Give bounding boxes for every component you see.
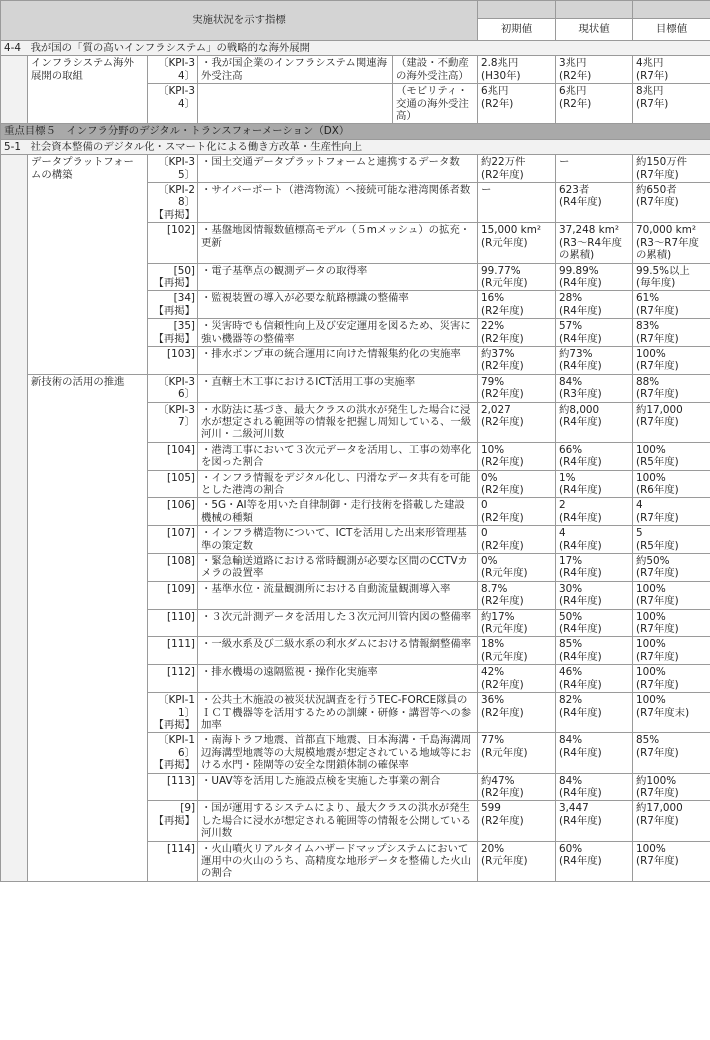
current-value: 約8,000 (R4年度) bbox=[556, 402, 633, 442]
initial-value: 0 (R2年度) bbox=[478, 498, 556, 526]
indicator-cell: ・一級水系及び二級水系の利水ダムにおける情報網整備率 bbox=[198, 637, 478, 665]
kpi-id: [108] bbox=[148, 554, 198, 582]
kpi-id: [106] bbox=[148, 498, 198, 526]
indicator-cell: ・水防法に基づき、最大クラスの洪水が発生した場合に浸水が想定される範囲等の情報を把握し周知している、一級河川・二級河川数 bbox=[198, 402, 478, 442]
target-value: 100% (R7年度) bbox=[633, 346, 710, 374]
initial-value: 6兆円 (R2年) bbox=[478, 84, 556, 124]
kpi-id: 〔KPI-11〕 【再掲】 bbox=[148, 693, 198, 733]
indicator-cell: ・災害時でも信頼性向上及び安定運用を図るため、災害に強い機器等の整備率 bbox=[198, 319, 478, 347]
indicator-text bbox=[198, 84, 392, 123]
kpi-id: 〔KPI-36〕 bbox=[148, 374, 198, 402]
target-value: 100% (R7年度末) bbox=[633, 693, 710, 733]
indicator-cell: ・サイバーポート（港湾物流）へ接続可能な港湾関係者数 bbox=[198, 183, 478, 223]
indicator-cell: ・インフラ構造物について、ICTを活用した出来形管理基準の策定数 bbox=[198, 526, 478, 554]
target-value: 100% (R5年度) bbox=[633, 442, 710, 470]
current-value: 4 (R4年度) bbox=[556, 526, 633, 554]
goal-5-row bbox=[1, 124, 710, 139]
target-value: 約150万件 (R7年度) bbox=[633, 155, 710, 183]
indicator-cell: ・電子基準点の観測データの取得率 bbox=[198, 263, 478, 291]
table-row bbox=[1, 374, 710, 402]
target-value: 約17,000 (R7年度) bbox=[633, 801, 710, 841]
header-indicator: 実施状況を示す指標 bbox=[1, 1, 478, 41]
section-number: 4-4 bbox=[1, 41, 28, 56]
indicator-subtext: （建設・不動産の海外受注高） bbox=[392, 56, 477, 83]
section-title: 我が国の「質の高いインフラシステム」の戦略的な海外展開 bbox=[28, 41, 710, 56]
initial-value: 22% (R2年度) bbox=[478, 319, 556, 347]
initial-value: 2.8兆円 (H30年) bbox=[478, 56, 556, 84]
target-value: 4兆円 (R7年) bbox=[633, 56, 710, 84]
indicator-subtext: （モビリティ・交通の海外受注高） bbox=[392, 84, 477, 123]
initial-value: 10% (R2年度) bbox=[478, 442, 556, 470]
section-5-1 bbox=[1, 139, 710, 154]
indicator-cell: ・監視装置の導入が必要な航路標識の整備率 bbox=[198, 291, 478, 319]
initial-value: 20% (R元年度) bbox=[478, 841, 556, 881]
initial-value: 36% (R2年度) bbox=[478, 693, 556, 733]
current-value: 57% (R4年度) bbox=[556, 319, 633, 347]
initial-value: 0% (R元年度) bbox=[478, 554, 556, 582]
target-value: 85% (R7年度) bbox=[633, 733, 710, 773]
category-cell: 新技術の活用の推進 bbox=[28, 374, 148, 881]
kpi-id: [114] bbox=[148, 841, 198, 881]
indicator-cell: ・排水ポンプ車の統合運用に向けた情報集約化の実施率 bbox=[198, 346, 478, 374]
header-target: 目標値 bbox=[633, 19, 710, 41]
kpi-id: [34] 【再掲】 bbox=[148, 291, 198, 319]
kpi-id: 〔KPI-16〕 【再掲】 bbox=[148, 733, 198, 773]
target-value: 100% (R6年度) bbox=[633, 470, 710, 498]
current-value: 37,248 km² (R3～R4年度の累積) bbox=[556, 223, 633, 263]
current-value: 84% (R4年度) bbox=[556, 733, 633, 773]
target-value: 61% (R7年度) bbox=[633, 291, 710, 319]
kpi-id: [103] bbox=[148, 346, 198, 374]
initial-value: 約22万件 (R2年度) bbox=[478, 155, 556, 183]
current-value: 50% (R4年度) bbox=[556, 609, 633, 637]
initial-value: 77% (R元年度) bbox=[478, 733, 556, 773]
initial-value: 約17% (R元年度) bbox=[478, 609, 556, 637]
indicator-cell: ・5G・AI等を用いた自律制御・走行技術を搭載した建設機械の種類 bbox=[198, 498, 478, 526]
initial-value: 15,000 km² (R元年度) bbox=[478, 223, 556, 263]
kpi-id: 〔KPI-37〕 bbox=[148, 402, 198, 442]
current-value: 3,447 (R4年度) bbox=[556, 801, 633, 841]
indicator-cell: ・国土交通データプラットフォームと連携するデータ数 bbox=[198, 155, 478, 183]
kpi-id: [111] bbox=[148, 637, 198, 665]
initial-value: 0% (R2年度) bbox=[478, 470, 556, 498]
kpi-id: [35] 【再掲】 bbox=[148, 319, 198, 347]
kpi-id: [113] bbox=[148, 773, 198, 801]
current-value: 2 (R4年度) bbox=[556, 498, 633, 526]
initial-value: 79% (R2年度) bbox=[478, 374, 556, 402]
target-value: 約100% (R7年度) bbox=[633, 773, 710, 801]
current-value: 28% (R4年度) bbox=[556, 291, 633, 319]
target-value: 8兆円 (R7年) bbox=[633, 84, 710, 124]
kpi-id: 〔KPI-34〕 bbox=[148, 84, 198, 124]
target-value: 100% (R7年度) bbox=[633, 581, 710, 609]
goal-title: 重点目標５ インフラ分野のデジタル・トランスフォーメーション（DX） bbox=[1, 124, 710, 139]
initial-value: 99.77% (R元年度) bbox=[478, 263, 556, 291]
target-value: 83% (R7年度) bbox=[633, 319, 710, 347]
current-value: 66% (R4年度) bbox=[556, 442, 633, 470]
target-value: 約17,000 (R7年度) bbox=[633, 402, 710, 442]
kpi-id: [110] bbox=[148, 609, 198, 637]
current-value: 623者 (R4年度) bbox=[556, 183, 633, 223]
section-title: 社会資本整備のデジタル化・スマート化による働き方改革・生産性向上 bbox=[28, 139, 710, 154]
current-value: 84% (R3年度) bbox=[556, 374, 633, 402]
target-value: 88% (R7年度) bbox=[633, 374, 710, 402]
current-value: 30% (R4年度) bbox=[556, 581, 633, 609]
target-value: 100% (R7年度) bbox=[633, 665, 710, 693]
kpi-id: [50] 【再掲】 bbox=[148, 263, 198, 291]
kpi-id: [105] bbox=[148, 470, 198, 498]
current-value: 84% (R4年度) bbox=[556, 773, 633, 801]
initial-value: 16% (R2年度) bbox=[478, 291, 556, 319]
kpi-id: [102] bbox=[148, 223, 198, 263]
indicator-text: ・我が国企業のインフラシステム関連海外受注高 bbox=[201, 57, 387, 82]
target-value: 100% (R7年度) bbox=[633, 637, 710, 665]
indicator-cell: ・緊急輸送道路における常時観測が必要な区間のCCTVカメラの設置率 bbox=[198, 554, 478, 582]
indicator-cell bbox=[198, 84, 478, 124]
header-initial: 初期値 bbox=[478, 19, 556, 41]
table-row bbox=[1, 56, 710, 84]
initial-value: 約47% (R2年度) bbox=[478, 773, 556, 801]
kpi-id: [104] bbox=[148, 442, 198, 470]
current-value: 17% (R4年度) bbox=[556, 554, 633, 582]
kpi-id: [112] bbox=[148, 665, 198, 693]
initial-value: 8.7% (R2年度) bbox=[478, 581, 556, 609]
indicator-cell: ・UAV等を活用した施設点検を実施した事業の割合 bbox=[198, 773, 478, 801]
indicator-cell: ・火山噴火リアルタイムハザードマップシステムにおいて運用中の火山のうち、高精度な地形データを整備した火山の割合 bbox=[198, 841, 478, 881]
indicator-cell: ・基盤地図情報数値標高モデル（５mメッシュ）の拡充・更新 bbox=[198, 223, 478, 263]
target-value: 約650者 (R7年度) bbox=[633, 183, 710, 223]
target-value: 100% (R7年度) bbox=[633, 841, 710, 881]
current-value: 99.89% (R4年度) bbox=[556, 263, 633, 291]
target-value: 5 (R5年度) bbox=[633, 526, 710, 554]
target-value: 4 (R7年度) bbox=[633, 498, 710, 526]
indicator-cell: ・３次元計測データを活用した３次元河川管内図の整備率 bbox=[198, 609, 478, 637]
indent-cell bbox=[1, 56, 28, 124]
indicator-cell: ・排水機場の遠隔監視・操作化実施率 bbox=[198, 665, 478, 693]
indicator-cell: ・公共土木施設の被災状況調査を行うTEC-FORCE隊員のＩＣＴ機器等を活用するための訓練・研修・講習等への参加率 bbox=[198, 693, 478, 733]
section-number: 5-1 bbox=[1, 139, 28, 154]
section-4-4 bbox=[1, 41, 710, 56]
current-value: 3兆円 (R2年) bbox=[556, 56, 633, 84]
initial-value: 0 (R2年度) bbox=[478, 526, 556, 554]
indicator-cell: ・インフラ情報をデジタル化し、円滑なデータ共有を可能とした港湾の割合 bbox=[198, 470, 478, 498]
initial-value: 42% (R2年度) bbox=[478, 665, 556, 693]
indent-cell bbox=[1, 155, 28, 882]
indicator-cell: ・港湾工事において３次元データを活用し、工事の効率化を図った割合 bbox=[198, 442, 478, 470]
target-value: 99.5%以上 (毎年度) bbox=[633, 263, 710, 291]
current-value: ー bbox=[556, 155, 633, 183]
indicator-cell: ・南海トラフ地震、首都直下地震、日本海溝・千島海溝周辺海溝型地震等の大規模地震が想定されている地域等における水門・陸閘等の安全な閉鎖体制の確保率 bbox=[198, 733, 478, 773]
kpi-id: [107] bbox=[148, 526, 198, 554]
kpi-id: 〔KPI-35〕 bbox=[148, 155, 198, 183]
initial-value: 2,027 (R2年度) bbox=[478, 402, 556, 442]
current-value: 82% (R4年度) bbox=[556, 693, 633, 733]
current-value: 1% (R4年度) bbox=[556, 470, 633, 498]
initial-value: 約37% (R2年度) bbox=[478, 346, 556, 374]
indicator-cell: ・直轄土木工事におけるICT活用工事の実施率 bbox=[198, 374, 478, 402]
indicator-cell: ・国が運用するシステムにより、最大クラスの洪水が発生した場合に浸水が想定される範囲等の情報を公開している河川数 bbox=[198, 801, 478, 841]
indicator-cell bbox=[198, 56, 478, 84]
target-value: 約50% (R7年度) bbox=[633, 554, 710, 582]
current-value: 60% (R4年度) bbox=[556, 841, 633, 881]
current-value: 85% (R4年度) bbox=[556, 637, 633, 665]
kpi-id: 〔KPI-28〕 【再掲】 bbox=[148, 183, 198, 223]
header-row-top bbox=[1, 1, 710, 19]
initial-value: 18% (R元年度) bbox=[478, 637, 556, 665]
kpi-id: [109] bbox=[148, 581, 198, 609]
category-cell: データプラットフォームの構築 bbox=[28, 155, 148, 375]
kpi-id: 〔KPI-34〕 bbox=[148, 56, 198, 84]
current-value: 約73% (R4年度) bbox=[556, 346, 633, 374]
kpi-id: [9] 【再掲】 bbox=[148, 801, 198, 841]
indicator-cell: ・基準水位・流量観測所における自動流量観測導入率 bbox=[198, 581, 478, 609]
current-value: 6兆円 (R2年) bbox=[556, 84, 633, 124]
target-value: 100% (R7年度) bbox=[633, 609, 710, 637]
table-row bbox=[1, 155, 710, 183]
current-value: 46% (R4年度) bbox=[556, 665, 633, 693]
header-current: 現状値 bbox=[556, 19, 633, 41]
initial-value: 599 (R2年度) bbox=[478, 801, 556, 841]
category-cell: インフラシステム海外展開の取組 bbox=[28, 56, 148, 124]
initial-value: ー bbox=[478, 183, 556, 223]
target-value: 70,000 km² (R3～R7年度の累積) bbox=[633, 223, 710, 263]
